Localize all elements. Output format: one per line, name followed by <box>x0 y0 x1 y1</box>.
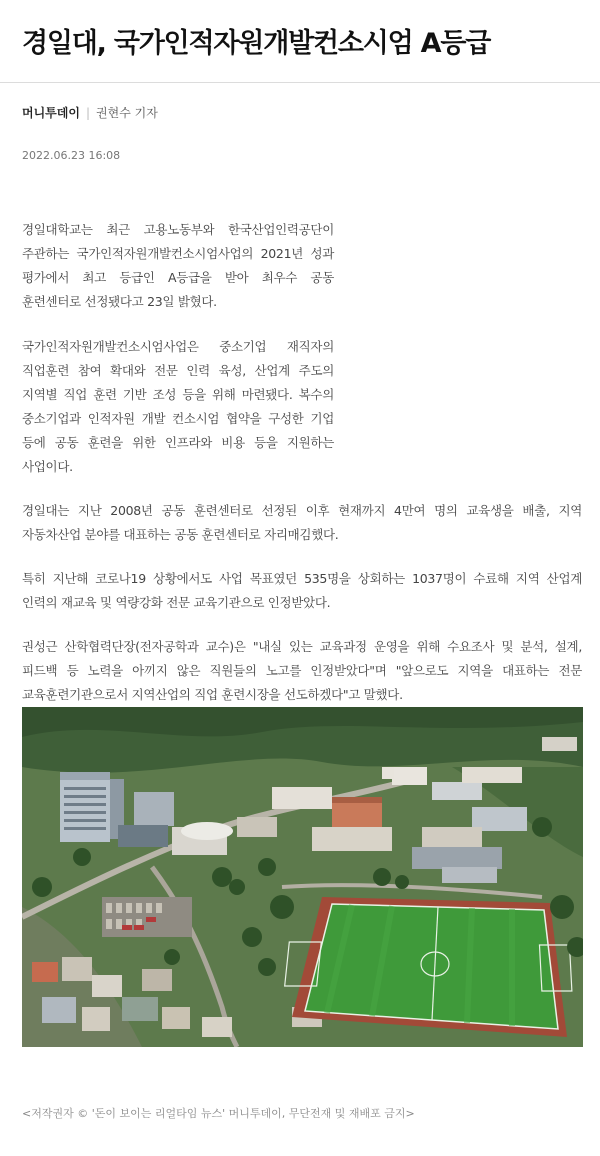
copyright-notice: <저작권자 © '돈이 보이는 리얼타임 뉴스' 머니투데이, 무단전재 및 재배포 금지> <box>22 1107 415 1120</box>
article-paragraph-1: 경일대학교는 최근 고용노동부와 한국산업인력공단이 주관하는 국가인적자원개발컨소시엄사업의 2021년 성과 평가에서 최고 등급인 A등급을 받아 최우수 공동 훈련센터로 선정됐다고 23일 밝혔다. <box>22 222 334 309</box>
article-paragraph-5: 권성근 산학협력단장(전자공학과 교수)은 "내실 있는 교육과정 운영을 위해 수요조사 및 분석, 설계, 피드백 등 노력을 아끼지 않은 직원들의 노고를 인정받았다"며 "앞으로도 지역을 대표하는 전문 교육훈련기관으로서 지역산업의 직업 훈련시장을 선도하겠다"고 말했다. <box>22 639 582 702</box>
title-divider <box>0 82 600 83</box>
article-paragraph-2: 국가인적자원개발컨소시엄사업은 중소기업 재직자의 직업훈련 참여 확대와 전문 인력 육성, 산업계 주도의 지역별 직업 훈련 기반 조성 등을 위해 마련됐다. 복수의 중소기업과 인적자원 개발 컨소시엄 협약을 구성한 기업 등에 공동 훈련을 위한 인프라와 비용 등을 지원하는 사업이다. <box>22 339 334 474</box>
article-headline: 경일대, 국가인적자원개발컨소시엄 A등급 <box>22 28 491 59</box>
article-paragraph-3: 경일대는 지난 2008년 공동 훈련센터로 선정된 이후 현재까지 4만여 명의 교육생을 배출, 지역 자동차산업 분야를 대표하는 공동 훈련센터로 자리매김했다. <box>22 503 582 542</box>
campus-aerial-photo <box>22 707 583 1047</box>
publish-date: 2022.06.23 16:08 <box>22 149 121 162</box>
byline <box>22 104 158 122</box>
reporter-name[interactable]: 권현수 기자 <box>96 106 158 120</box>
outlet-name[interactable]: 머니투데이 <box>22 106 80 120</box>
article-paragraph-4: 특히 지난해 코로나19 상황에서도 사업 목표였던 535명을 상회하는 1037명이 수료해 지역 산업계 인력의 재교육 및 역량강화 전문 교육기관으로 인정받았다. <box>22 571 582 610</box>
byline-separator: | <box>85 106 91 120</box>
